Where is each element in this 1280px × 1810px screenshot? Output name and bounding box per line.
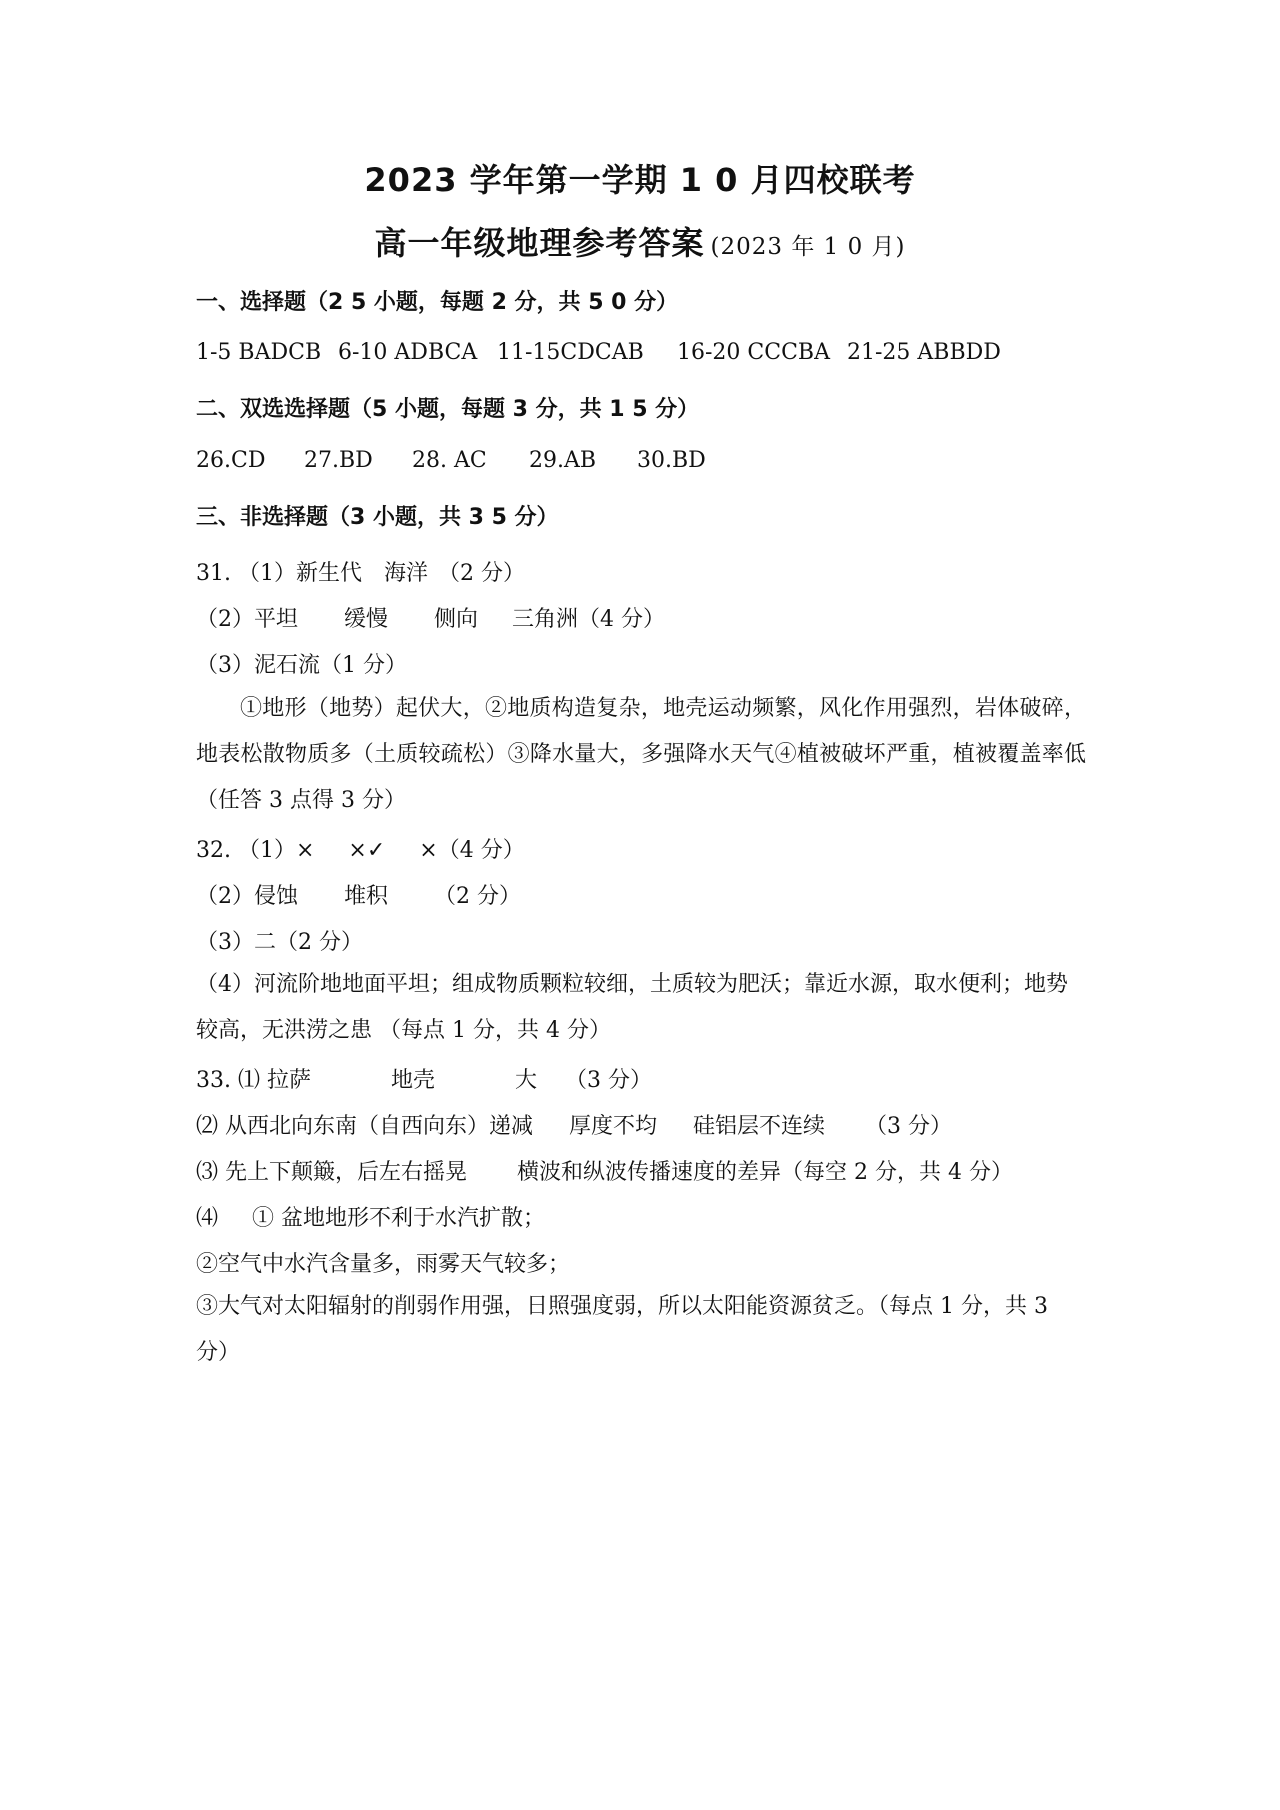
- q33-part2-b: 厚度不均: [569, 1114, 658, 1139]
- q31-part2: [196, 602, 665, 633]
- answer-group: 1-5 BADCB: [196, 340, 322, 365]
- q31-part1-b: 海洋: [383, 561, 428, 586]
- answer-item: 27.BD: [304, 448, 373, 473]
- q33-part1-b: 地壳: [390, 1068, 435, 1093]
- q33-part4: [196, 1201, 545, 1232]
- section-1-heading: 一、选择题（2 5 小题，每题 2 分，共 5 0 分）: [196, 290, 679, 315]
- q32-part1-b: ×✓: [348, 838, 386, 863]
- q33-part4-a: ⑷: [196, 1206, 219, 1231]
- q33-part3-a: ⑶ 先上下颠簸，后左右摇晃: [196, 1160, 467, 1185]
- q33-part3: [196, 1155, 1013, 1186]
- q33-part2-a: ⑵ 从西北向东南（自西向东）递减: [196, 1114, 533, 1139]
- q31-part2-a: （2）平坦: [196, 607, 298, 632]
- answer-item: 26.CD: [196, 448, 266, 473]
- q32-part4: （4）河流阶地地面平坦；组成物质颗粒较细，土质较为肥沃；靠近水源，取水便利；地势较高，无洪涝之患 （每点 1 分，共 4 分）: [196, 972, 1069, 1043]
- answer-group: 11-15CDCAB: [497, 340, 644, 365]
- answer-item: 28. AC: [412, 448, 487, 473]
- q33-part4-b: ① 盆地地形不利于水汽扩散；: [252, 1206, 546, 1231]
- answer-item: 30.BD: [637, 448, 706, 473]
- q33-part1-a: 33. ⑴ 拉萨: [196, 1068, 311, 1093]
- q32-part2-c: （2 分）: [434, 884, 522, 909]
- q31-part1-a: 31. （1）新生代: [196, 561, 362, 586]
- q33-part6: ③大气对太阳辐射的削弱作用强，日照强度弱，所以太阳能资源贫乏。（每点 1 分，共 3 分）: [196, 1294, 1048, 1365]
- page-subtitle: [0, 218, 1280, 264]
- q31-part3: （3）泥石流（1 分）: [196, 653, 407, 678]
- q33-part3-b: 横波和纵波传播速度的差异（每空 2 分，共 4 分）: [517, 1160, 1013, 1185]
- q31-part3-detail: ①地形（地势）起伏大，②地质构造复杂，地壳运动频繁，风化作用强烈，岩体破碎，地表松散物质多（土质较疏松）③降水量大，多强降水天气④植被破坏严重，植被覆盖率低（任答 3 点得 3 分）: [196, 696, 1086, 813]
- q33-part5: ②空气中水汽含量多，雨雾天气较多；: [196, 1252, 571, 1277]
- q32-part3: （3）二（2 分）: [196, 930, 363, 955]
- q31-part2-c: 侧向: [434, 607, 479, 632]
- q33-part2-c: 硅铝层不连续: [693, 1114, 826, 1139]
- q31-part2-b: 缓慢: [344, 607, 389, 632]
- q33-part1: [196, 1063, 652, 1094]
- q31-part2-d: 三角洲（4 分）: [512, 607, 666, 632]
- q33-part2-d: （3 分）: [865, 1114, 953, 1139]
- title-line-1: 2023 学年第一学期 1 0 月四校联考: [364, 161, 916, 199]
- q32-part1-a: 32. （1）×: [196, 838, 315, 863]
- q31-part1-c: （2 分）: [438, 561, 525, 586]
- q33-part1-d: （3 分）: [565, 1068, 653, 1093]
- answer-group: 21-25 ABBDD: [847, 340, 1001, 365]
- answer-group: 6-10 ADBCA: [338, 340, 478, 365]
- q32-part2-a: （2）侵蚀: [196, 884, 298, 909]
- q32-part1-c: ×（4 分）: [419, 838, 525, 863]
- section-1-answers: [196, 340, 1001, 365]
- subtitle-date: (2023 年 1 0 月): [710, 234, 906, 260]
- section-2-heading: 二、双选选择题（5 小题，每题 3 分，共 1 5 分）: [196, 397, 700, 422]
- answer-group: 16-20 CCCBA: [677, 340, 830, 365]
- answer-item: 29.AB: [529, 448, 597, 473]
- q32-part1: [196, 833, 525, 864]
- section-3-heading: 三、非选择题（3 小题，共 3 5 分）: [196, 505, 559, 530]
- q31-part1: [196, 556, 525, 587]
- q32-part2-b: 堆积: [344, 884, 389, 909]
- section-2-answers: [196, 448, 706, 473]
- subtitle-main: 高一年级地理参考答案: [374, 224, 705, 262]
- q33-part1-c: 大: [515, 1068, 538, 1093]
- q33-part2: [196, 1109, 952, 1140]
- page-title: [0, 155, 1280, 201]
- q32-part2: [196, 879, 521, 910]
